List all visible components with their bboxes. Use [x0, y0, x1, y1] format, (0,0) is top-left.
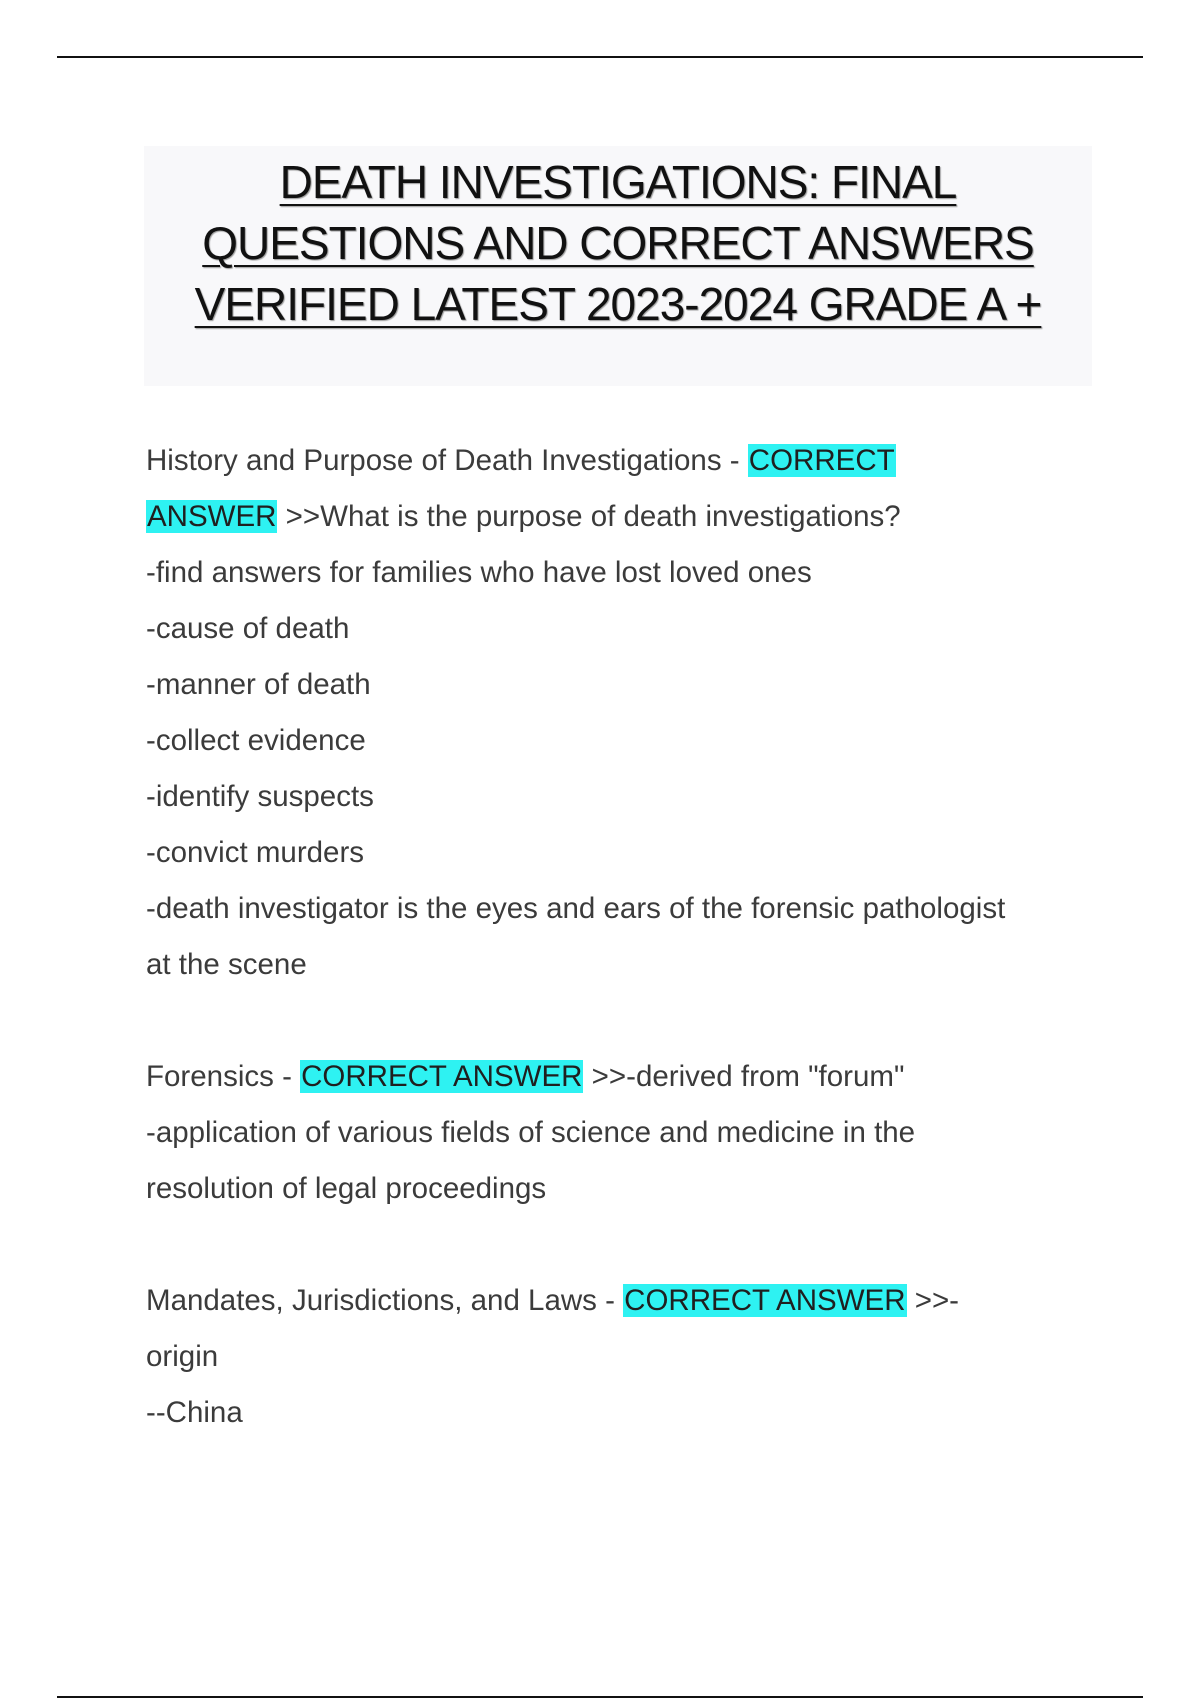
entry-term: Forensics -	[146, 1060, 301, 1093]
entry-line: --China	[146, 1396, 243, 1429]
correct-answer-highlight: CORRECT ANSWER	[624, 1284, 906, 1317]
bottom-rule	[57, 1696, 1143, 1698]
title-line-1: DEATH INVESTIGATIONS: FINAL	[279, 156, 957, 208]
entry-line	[146, 433, 1106, 489]
entry-line: -manner of death	[146, 668, 371, 701]
entry-line	[146, 489, 1106, 545]
entry-line: -convict murders	[146, 836, 365, 869]
entry-line: resolution of legal proceedings	[146, 1172, 547, 1205]
entry-line: -collect evidence	[146, 724, 366, 757]
entry-line	[146, 1273, 1106, 1329]
qa-entry-forensics	[146, 1049, 1106, 1217]
entry-line	[146, 1049, 1106, 1105]
document-body	[146, 433, 1106, 1441]
entry-term: History and Purpose of Death Investigations -	[146, 444, 748, 477]
entry-line: -cause of death	[146, 612, 350, 645]
correct-answer-highlight: ANSWER	[147, 500, 277, 533]
title-line-3: VERIFIED LATEST 2023-2024 GRADE A +	[194, 278, 1042, 330]
correct-answer-highlight: CORRECT ANSWER	[301, 1060, 583, 1093]
entry-line: -death investigator is the eyes and ears of the forensic pathologist	[146, 892, 1006, 925]
correct-answer-highlight: CORRECT	[748, 444, 895, 477]
entry-line: at the scene	[146, 948, 307, 981]
entry-text: >>What is the purpose of death investigations?	[277, 500, 901, 533]
entry-text: >>-derived from "forum"	[583, 1060, 905, 1093]
entry-line: -find answers for families who have lost loved ones	[146, 556, 812, 589]
title-line-2: QUESTIONS AND CORRECT ANSWERS	[202, 217, 1034, 269]
entry-line: -application of various fields of science and medicine in the	[146, 1116, 916, 1149]
qa-entry-history	[146, 433, 1106, 993]
entry-text: >>-	[906, 1284, 960, 1317]
top-rule	[57, 56, 1143, 58]
entry-line: -identify suspects	[146, 780, 374, 813]
qa-entry-mandates	[146, 1273, 1106, 1441]
title-box	[144, 146, 1092, 386]
entry-term: Mandates, Jurisdictions, and Laws -	[146, 1284, 624, 1317]
document-title	[144, 146, 1092, 335]
entry-line: origin	[146, 1340, 219, 1373]
